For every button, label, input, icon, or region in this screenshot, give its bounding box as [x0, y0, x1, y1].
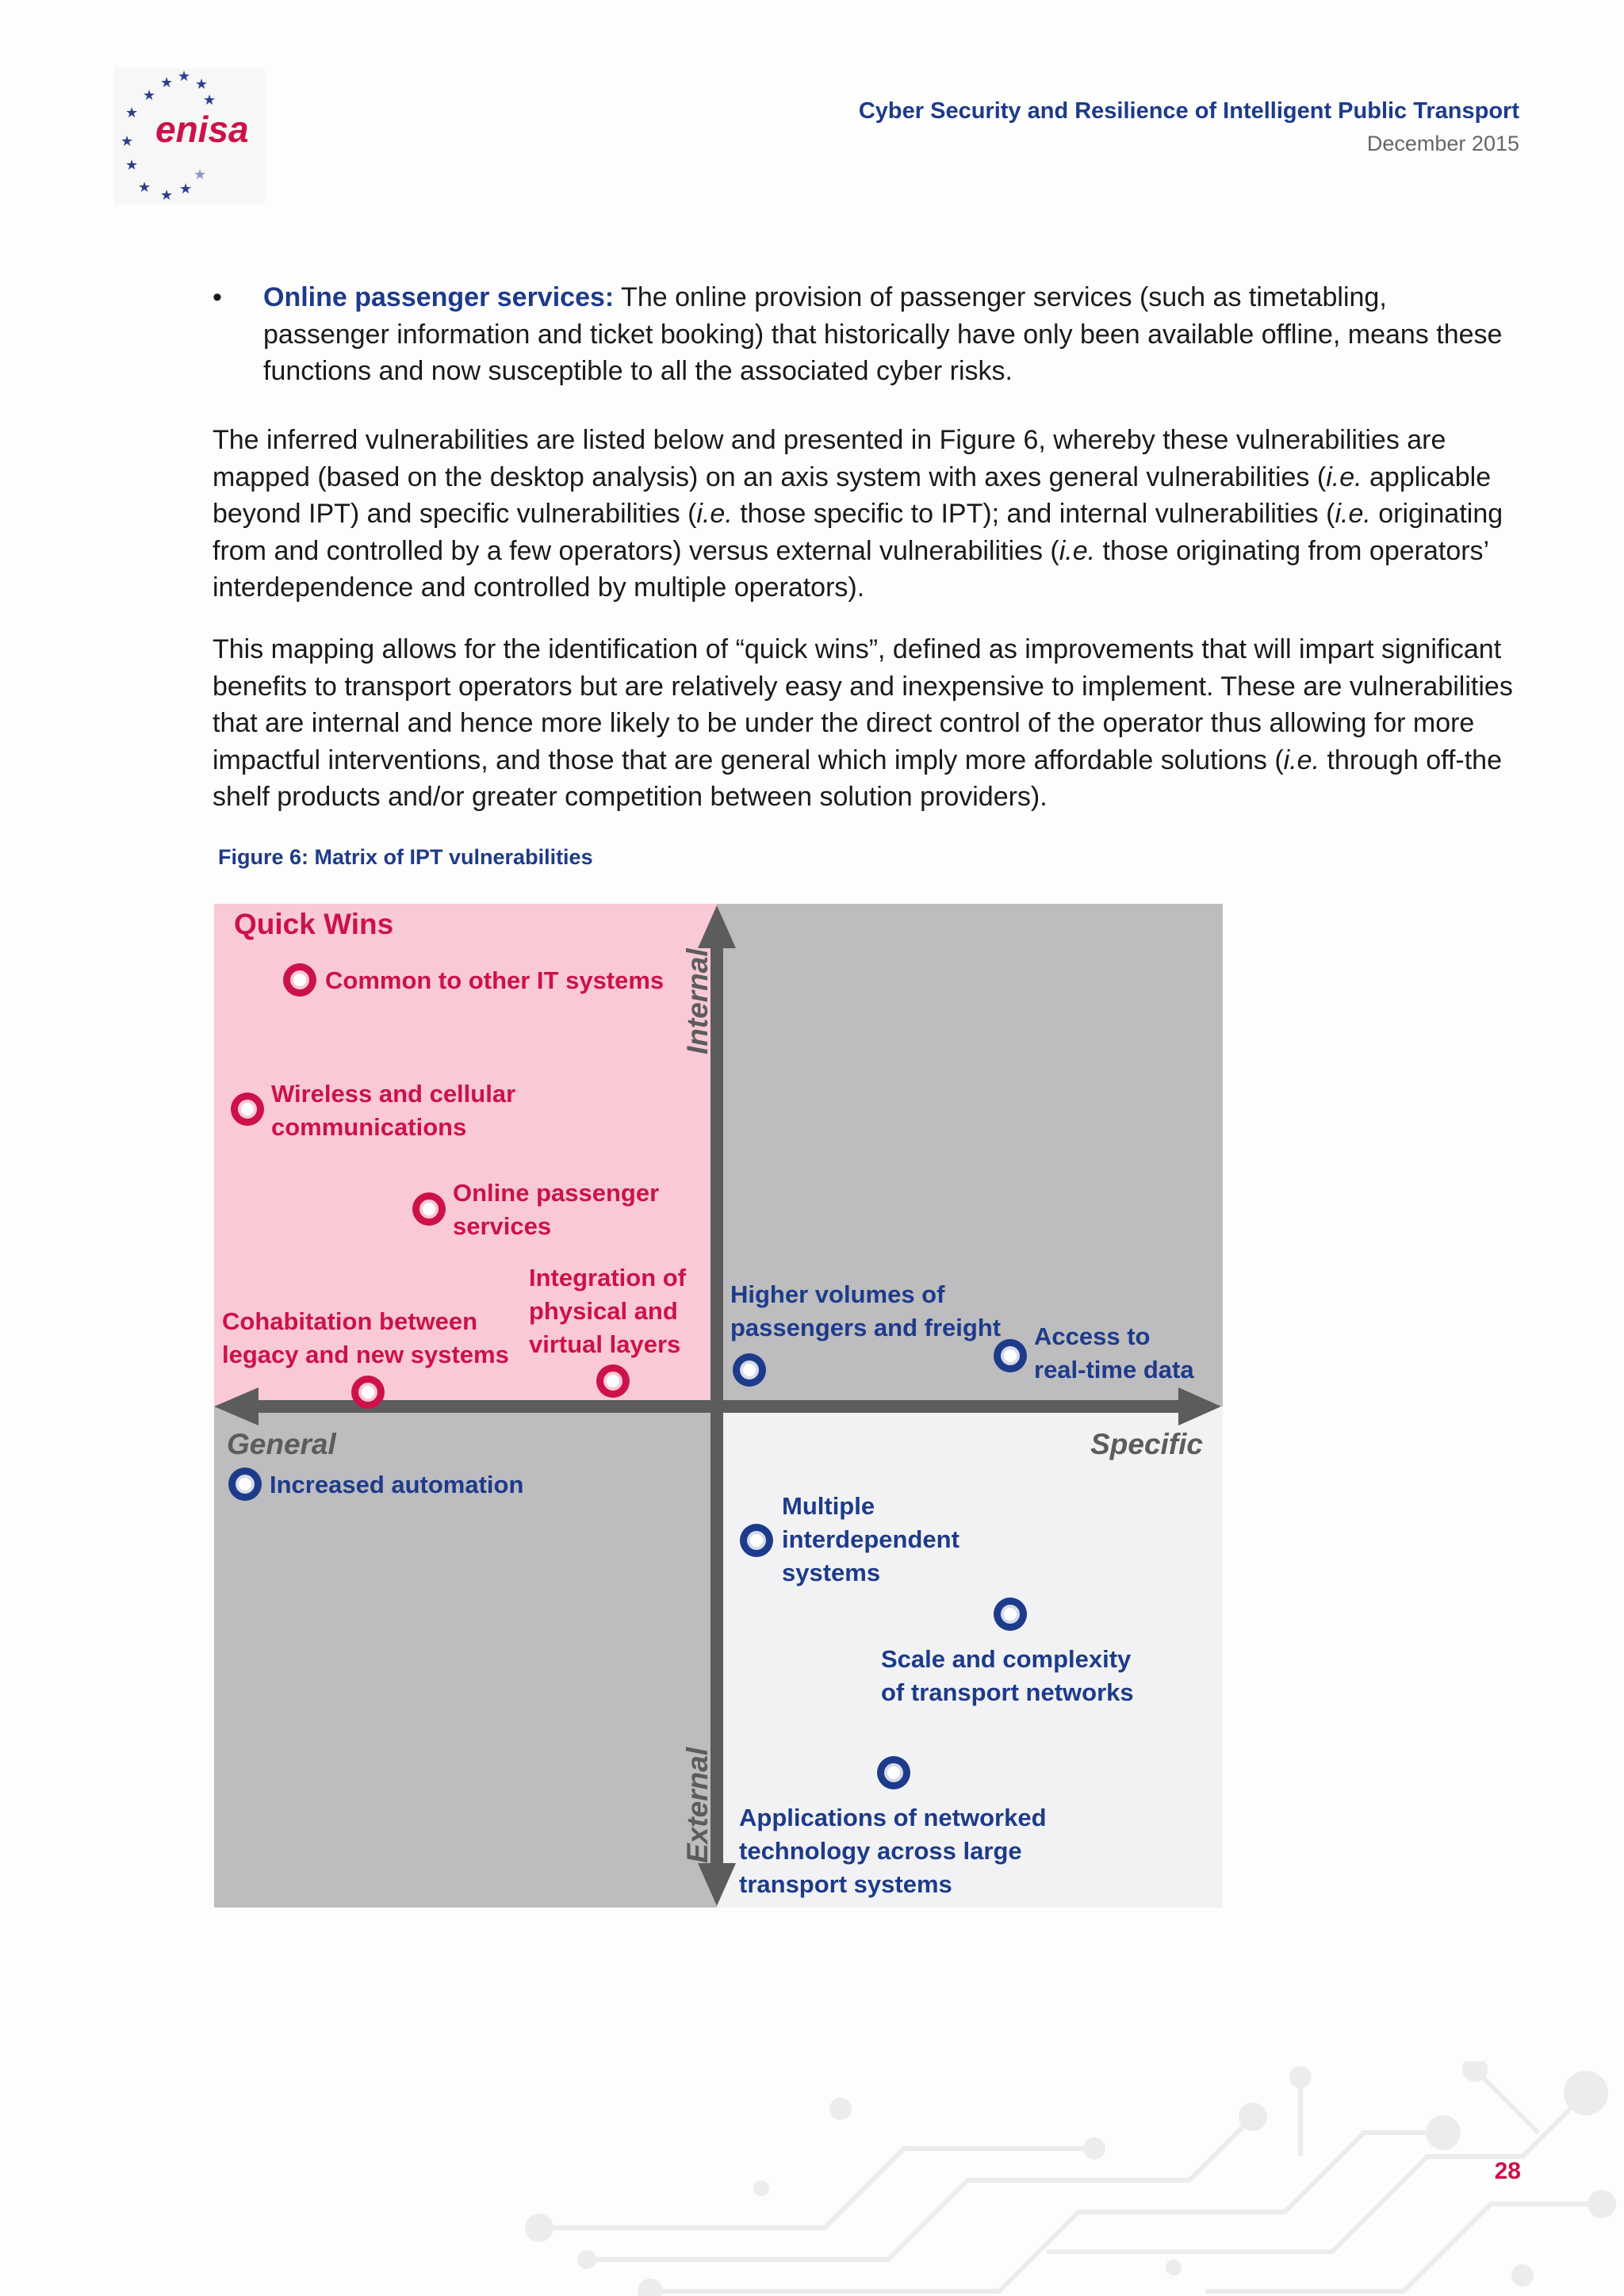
label-line: Increased automation — [270, 1471, 524, 1498]
marker-online — [412, 1192, 446, 1226]
quadrant-title: Quick Wins — [234, 908, 394, 940]
label-integration — [529, 1264, 693, 1358]
label-line: virtual layers — [529, 1330, 681, 1358]
label-line: services — [453, 1212, 552, 1240]
text-run: originating from and controlled by a few operators) versus external vulnerabilities ( — [213, 499, 1503, 566]
logo-star-icon: ★ — [138, 179, 151, 196]
label-line: Wireless and cellular — [271, 1080, 516, 1108]
marker-automation — [228, 1468, 262, 1501]
label-line: Applications of networked — [739, 1804, 1047, 1831]
label-line: Scale and complexity — [881, 1645, 1132, 1673]
marker-cohabitation — [351, 1376, 385, 1409]
label-line: Access to — [1034, 1322, 1151, 1350]
logo-star-icon: ★ — [143, 87, 156, 104]
label-line: Multiple — [782, 1492, 875, 1520]
logo-star-icon: ★ — [179, 181, 193, 197]
italic-run: i.e. — [1335, 499, 1371, 529]
logo-star-icon: ★ — [125, 157, 139, 174]
italic-run: i.e. — [1059, 535, 1096, 566]
paragraph-vulnerabilities — [213, 422, 1513, 607]
logo-star-icon: ★ — [203, 92, 216, 109]
label-line: legacy and new systems — [222, 1341, 509, 1368]
marker-wireless — [231, 1093, 264, 1126]
logo-star-icon: ★ — [178, 68, 191, 85]
page-number: 28 — [1494, 2158, 1521, 2184]
marker-higher-volumes — [733, 1353, 766, 1387]
axis-label-external: External — [681, 1747, 714, 1863]
logo-star-icon: ★ — [195, 76, 209, 93]
label-line: systems — [782, 1559, 881, 1586]
label-line: transport systems — [739, 1870, 952, 1898]
marker-common-it — [283, 963, 316, 997]
axis-label-specific: Specific — [1090, 1428, 1203, 1460]
marker-integration — [596, 1364, 630, 1398]
header-date: December 2015 — [1366, 132, 1519, 155]
label-line: technology across large — [739, 1837, 1022, 1865]
label-line: Integration of — [529, 1264, 687, 1292]
label-line: passengers and freight — [730, 1314, 1002, 1341]
label-line: Higher volumes of — [730, 1280, 945, 1308]
marker-scale — [994, 1598, 1027, 1631]
logo-star-icon: ★ — [125, 105, 139, 121]
logo-star-icon: ★ — [160, 75, 174, 91]
logo-wordmark: enisa — [155, 109, 249, 150]
bullet-body: The online provision of passenger services (such as timetabling, passenger information and ticket booking) that historically have only been available offline, means these functions and now susceptible to all the associated cyber risks. — [263, 282, 1503, 386]
bullet-text — [263, 279, 1513, 390]
label-line: real-time data — [1034, 1356, 1194, 1383]
bullet-symbol: • — [213, 282, 222, 312]
label-common-it — [325, 966, 664, 994]
text-run: The inferred vulnerabilities are listed below and presented in Figure 6, whereby these vulnerabilities are mapped (based on the desktop analysis) on an axis system with axes general vulnerabilities ( — [213, 425, 1446, 492]
label-line: interdependent — [782, 1525, 959, 1553]
text-run: applicable beyond IPT) and specific vulnerabilities ( — [213, 461, 1492, 529]
logo-star-icon: ★ — [160, 187, 174, 204]
text-run: those specific to IPT); and internal vulnerabilities ( — [732, 499, 1335, 529]
axis-label-internal: Internal — [681, 948, 714, 1054]
label-line: communications — [271, 1113, 467, 1141]
text-run: through off-the shelf products and/or greater competition between solution providers). — [213, 744, 1502, 812]
figure-caption: Figure 6: Matrix of IPT vulnerabilities — [218, 845, 593, 869]
label-line: physical and — [529, 1297, 678, 1325]
marker-access — [994, 1339, 1027, 1372]
logo-star-icon: ★ — [121, 133, 134, 150]
paragraph-quick-wins — [213, 631, 1513, 816]
label-line: Common to other IT systems — [325, 966, 665, 994]
italic-run: i.e. — [1283, 744, 1320, 775]
bullet-lead: Online passenger services: — [263, 282, 615, 312]
label-line: Online passenger — [453, 1179, 660, 1207]
italic-run: i.e. — [1326, 461, 1362, 492]
italic-run: i.e. — [696, 499, 733, 529]
label-line: Cohabitation between — [222, 1307, 478, 1335]
logo-star-icon: ★ — [193, 166, 207, 183]
horizontal-axis — [254, 1400, 1183, 1413]
header-title: Cyber Security and Resilience of Intelligent Public Transport — [858, 98, 1519, 124]
label-line: of transport networks — [881, 1678, 1134, 1706]
label-automation — [270, 1471, 523, 1498]
vulnerability-matrix — [214, 904, 1223, 1908]
enisa-logo — [114, 68, 265, 205]
marker-multiple — [740, 1524, 773, 1557]
text-run: those originating from operators’ interdependence and controlled by multiple operators). — [213, 535, 1488, 603]
circuit-decoration — [492, 2061, 1624, 2296]
marker-applications — [877, 1756, 910, 1789]
text-run: This mapping allows for the identification of “quick wins”, defined as improvements that will impart significant benefits to transport operators but are relatively easy and inexpensive to implement. These are vulnerabilities that are internal and hence more likely to be under the direct control of the operator thus allowing for more impactful interventions, and those that are general which imply more affordable solutions ( — [213, 634, 1513, 775]
axis-label-general: General — [227, 1428, 336, 1460]
